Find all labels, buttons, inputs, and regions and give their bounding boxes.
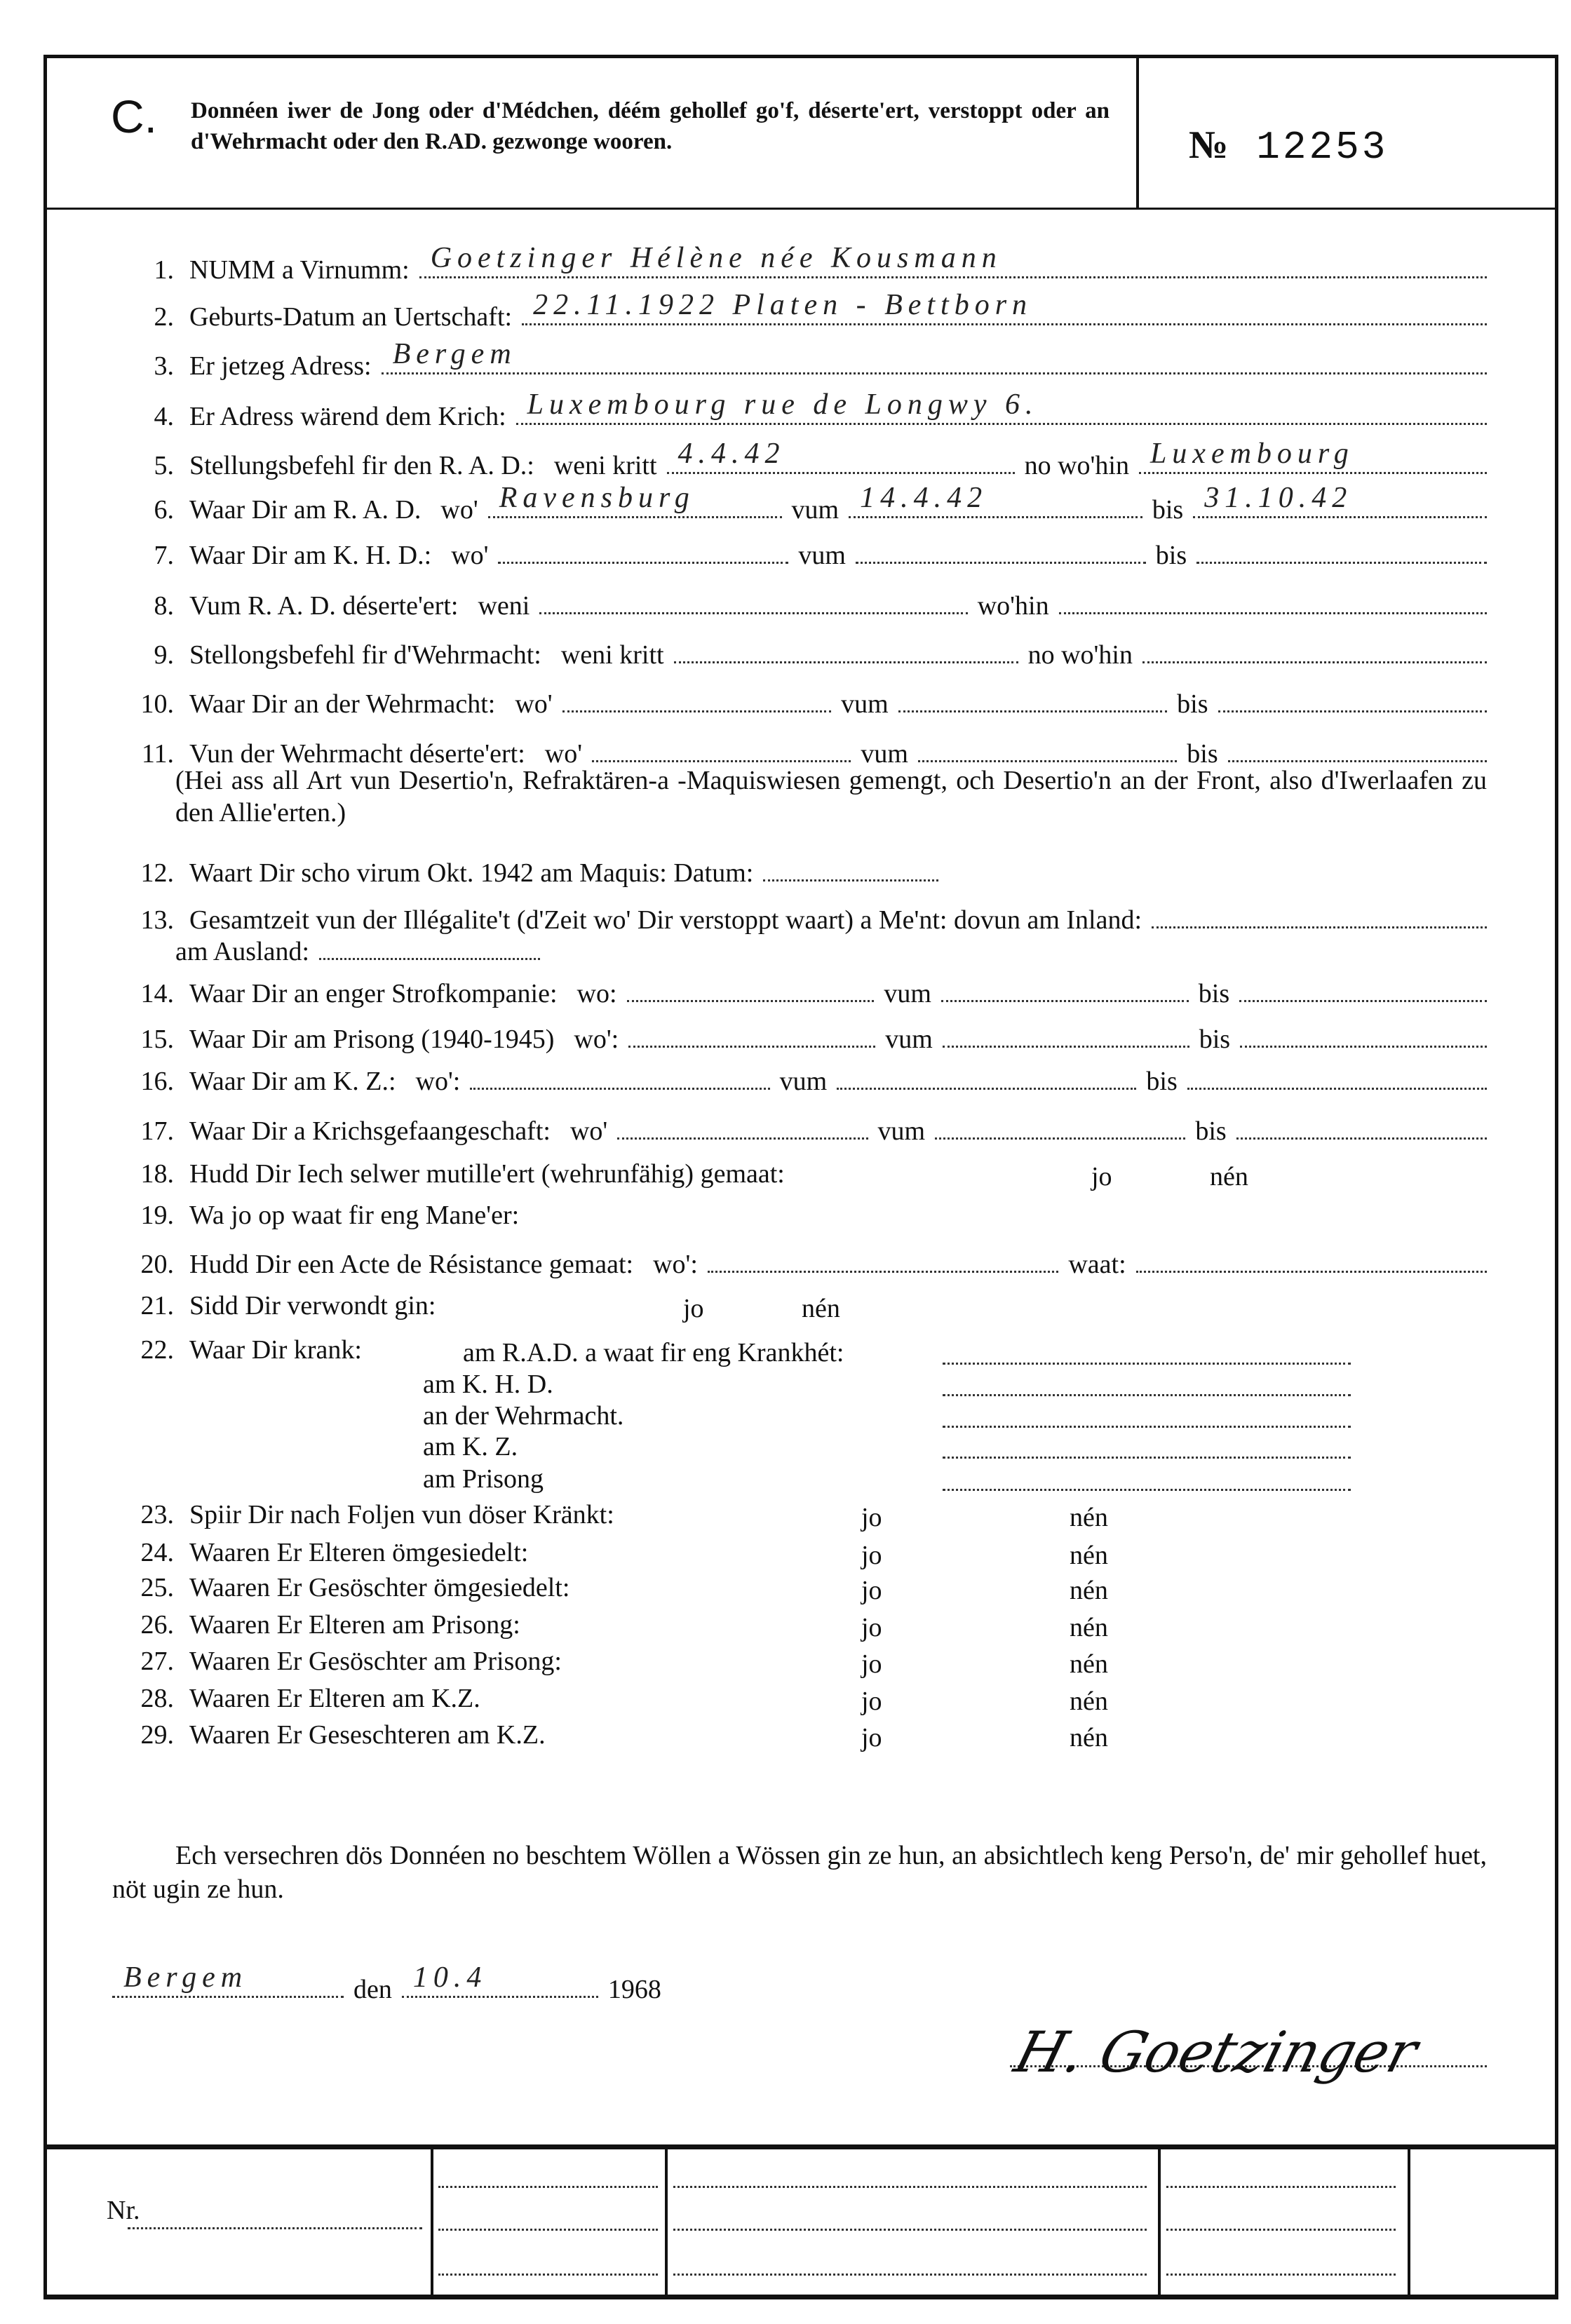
row-number: 4.	[154, 402, 174, 431]
row-number: 22.	[140, 1335, 174, 1365]
form-row	[112, 1112, 1487, 1147]
row-22-sublabel: an der Wehrmacht.	[423, 1401, 624, 1431]
footer-field[interactable]	[673, 2274, 1147, 2276]
year-label: 1968	[607, 1975, 661, 2004]
form-row	[112, 587, 1487, 622]
form-field[interactable]	[1136, 1245, 1487, 1273]
option-no[interactable]: nén	[1210, 1162, 1248, 1191]
row-22-sublabel: am K. Z.	[423, 1432, 518, 1461]
place-field[interactable]	[112, 1961, 344, 1998]
form-field[interactable]	[1196, 536, 1487, 564]
row-number: 10.	[140, 689, 174, 719]
form-field[interactable]	[763, 854, 938, 881]
place-value: Bergem	[123, 1961, 248, 1994]
form-row	[112, 1020, 1487, 1055]
field-label: bis	[1198, 979, 1230, 1008]
form-row	[112, 1609, 1487, 1644]
footer-field[interactable]	[673, 2229, 1147, 2231]
option-yes[interactable]: jo	[683, 1294, 704, 1323]
form-field[interactable]	[1228, 735, 1487, 762]
form-row	[112, 1200, 1487, 1235]
option-no[interactable]: nén	[1070, 1613, 1108, 1642]
row-number: 23.	[140, 1500, 174, 1529]
row-label: Waaren Er Elteren ömgesiedelt:	[189, 1538, 529, 1567]
row-label: Vun der Wehrmacht déserte'ert:	[189, 739, 525, 769]
form-field[interactable]	[627, 975, 875, 1002]
footer-col-divider	[665, 2149, 668, 2297]
form-field[interactable]	[674, 636, 1018, 663]
form-row	[112, 289, 1487, 333]
declaration-text: Ech versechren dös Donnéen no beschtem Wöllen a Wössen gin ze hun, an absichtlech keng Perso'n, de' mir gehollef huet, nöt ugin ze hun.	[112, 1841, 1487, 1904]
form-field[interactable]	[562, 685, 831, 712]
signature: H. Goetzinger	[1008, 2020, 1424, 2085]
option-yes[interactable]: jo	[861, 1576, 882, 1605]
field-value: Luxembourg	[1149, 438, 1354, 470]
row-22-sublabel: am R.A.D. a waat fir eng Krankhét:	[463, 1338, 844, 1367]
field-value: Goetzinger Hélène née Kousmann	[430, 242, 1002, 274]
option-no[interactable]: nén	[802, 1294, 840, 1323]
row-number: 1.	[154, 255, 174, 285]
field-label: wo':	[653, 1250, 698, 1279]
footer-field[interactable]	[1166, 2229, 1396, 2231]
row-label: Waaren Er Elteren am Prisong:	[189, 1610, 520, 1640]
row-number: 28.	[140, 1684, 174, 1713]
row-number: 9.	[154, 640, 174, 670]
form-row	[112, 1499, 1487, 1534]
form-row	[112, 1245, 1487, 1281]
option-no[interactable]: nén	[1070, 1723, 1108, 1752]
nr-field[interactable]	[128, 2227, 422, 2229]
option-no[interactable]: nén	[1070, 1503, 1108, 1532]
field-label: waat:	[1068, 1250, 1126, 1279]
form-row	[112, 636, 1487, 671]
form-field[interactable]	[419, 242, 1487, 278]
field-label: no wo'hin	[1027, 640, 1133, 670]
form-field[interactable]	[1239, 975, 1487, 1002]
field-label: wo'	[544, 739, 583, 769]
row-number: 15.	[140, 1025, 174, 1054]
row-number: 6.	[154, 495, 174, 525]
row-22-sublabel: am K. H. D.	[423, 1370, 553, 1399]
option-no[interactable]: nén	[1070, 1649, 1108, 1679]
field-label: bis	[1155, 541, 1187, 570]
row-label: Hudd Dir een Acte de Résistance gemaat:	[189, 1250, 634, 1279]
form-field[interactable]	[918, 735, 1177, 762]
row-number: 21.	[140, 1291, 174, 1320]
header-vertical-divider	[1136, 58, 1139, 208]
row-number: 14.	[140, 979, 174, 1008]
row-number: 17.	[140, 1116, 174, 1146]
row-11-note: (Hei ass all Art vun Desertio'n, Refraktären-a -Maquiswiesen gemengt, och Desertio'n an der Front, also d'Iwerlaafen zu den Allie'erten.)	[175, 766, 1487, 827]
row-number: 25.	[140, 1573, 174, 1602]
row-label: Waar Dir krank:	[189, 1335, 362, 1365]
row-label: Waaren Er Gesöschter am Prisong:	[189, 1647, 562, 1676]
date-field[interactable]	[402, 1961, 598, 1998]
field-label: vum	[841, 689, 889, 719]
row-label: Waart Dir scho virum Okt. 1942 am Maquis: Datum:	[189, 858, 754, 888]
row-13-abroad	[175, 933, 540, 968]
row-label: Waaren Er Elteren am K.Z.	[189, 1684, 480, 1713]
footer-field[interactable]	[438, 2186, 658, 2188]
option-no[interactable]: nén	[1070, 1541, 1108, 1570]
form-row	[112, 854, 1487, 889]
row-number: 8.	[154, 591, 174, 621]
field-value: Ravensburg	[499, 482, 695, 514]
field-label: wo':	[415, 1067, 461, 1096]
form-field[interactable]	[943, 1426, 1351, 1428]
row-number: 29.	[140, 1720, 174, 1750]
form-row	[112, 438, 1487, 482]
option-yes[interactable]: jo	[861, 1723, 882, 1752]
row-number: 19.	[140, 1201, 174, 1230]
option-yes[interactable]: jo	[861, 1541, 882, 1570]
form-row	[112, 1537, 1487, 1572]
field-label: vum	[885, 1025, 933, 1054]
row-label: Waar Dir an enger Strofkompanie:	[189, 979, 558, 1008]
form-field[interactable]	[943, 1394, 1351, 1396]
footer-col-divider	[1408, 2149, 1410, 2297]
field-label: bis	[1199, 1025, 1231, 1054]
form-field[interactable]	[1142, 636, 1487, 663]
number-value: 12253	[1256, 125, 1389, 170]
form-row	[112, 1683, 1487, 1718]
row-label: Waar Dir a Krichsgefaangeschaft:	[189, 1116, 551, 1146]
field-label: weni kritt	[560, 640, 664, 670]
row-number: 5.	[154, 451, 174, 480]
field-label: vum	[798, 541, 846, 570]
field-value: 31.10.42	[1204, 482, 1353, 514]
form-field[interactable]	[1059, 587, 1487, 614]
row-label: Vum R. A. D. déserte'ert:	[189, 591, 459, 621]
form-field[interactable]	[470, 1062, 769, 1090]
form-row	[112, 1720, 1487, 1755]
row-label: Spiir Dir nach Foljen vun döser Kränkt:	[189, 1500, 614, 1529]
field-label: wo:	[577, 979, 617, 1008]
field-label: weni kritt	[553, 451, 657, 480]
footer-field[interactable]	[1166, 2186, 1396, 2188]
form-field[interactable]	[592, 735, 851, 762]
row-number: 11.	[141, 739, 174, 769]
form-row	[112, 338, 1487, 382]
row-number: 7.	[154, 541, 174, 570]
form-number	[1189, 123, 1388, 170]
field-label: vum	[791, 495, 840, 525]
field-label: no wo'hin	[1024, 451, 1129, 480]
option-yes[interactable]: jo	[861, 1649, 882, 1679]
field-value: 14.4.42	[860, 482, 988, 514]
form-field[interactable]	[628, 1020, 875, 1048]
row-number: 16.	[140, 1067, 174, 1096]
row-number: 3.	[154, 351, 174, 381]
form-field[interactable]	[667, 438, 1015, 474]
field-value: Bergem	[392, 338, 517, 370]
field-label: bis	[1177, 689, 1208, 719]
form-row	[112, 536, 1487, 572]
row-label: Stellungsbefehl fir den R. A. D.:	[189, 451, 534, 480]
form-field[interactable]	[1240, 1020, 1487, 1048]
field-value: Luxembourg rue de Longwy 6.	[527, 389, 1039, 421]
form-field[interactable]	[837, 1062, 1136, 1090]
footer-field[interactable]	[438, 2274, 658, 2276]
row-number: 24.	[140, 1538, 174, 1567]
row-number: 26.	[140, 1610, 174, 1640]
option-no[interactable]: nén	[1070, 1687, 1108, 1716]
form-field[interactable]	[1218, 685, 1487, 712]
date-value: 10.4	[412, 1961, 487, 1994]
form-field[interactable]	[1187, 1062, 1487, 1090]
row-label: Er Adress wärend dem Krich:	[189, 402, 506, 431]
option-yes[interactable]: jo	[861, 1503, 882, 1532]
row-label: Wa jo op waat fir eng Mane'er:	[189, 1201, 520, 1230]
row-label: Er jetzeg Adress:	[189, 351, 372, 381]
row-number: 27.	[140, 1647, 174, 1676]
field-label: wo'	[451, 541, 489, 570]
header-divider	[43, 208, 1558, 210]
field-label: bis	[1195, 1116, 1227, 1146]
form-row	[112, 1646, 1487, 1681]
footer-top-rule	[43, 2144, 1558, 2149]
signing-line	[112, 1961, 743, 2006]
option-yes[interactable]: jo	[1091, 1162, 1112, 1191]
row-label: Hudd Dir Iech selwer mutille'ert (wehrunfähig) gemaat:	[189, 1159, 785, 1189]
row-label: NUMM a Virnumm:	[189, 255, 410, 285]
form-field[interactable]	[849, 482, 1142, 518]
form-title: Donnéen iwer de Jong oder d'Médchen, déém gehollef go'f, déserte'ert, verstoppt oder an d'Wehrmacht oder den R.AD. gezwonge wooren.	[191, 98, 1110, 154]
field-label: vum	[877, 1116, 926, 1146]
field-value: 4.4.42	[677, 438, 786, 470]
form-row	[112, 901, 1487, 936]
field-label: bis	[1187, 739, 1218, 769]
form-field[interactable]	[1152, 901, 1487, 928]
row-number: 18.	[140, 1159, 174, 1189]
row-label: Stellongsbefehl fir d'Wehrmacht:	[189, 640, 541, 670]
form-field[interactable]	[617, 1112, 868, 1140]
form-row	[112, 482, 1487, 526]
footer-col-divider	[1158, 2149, 1161, 2297]
den-label: den	[353, 1975, 392, 2004]
row-label: Waar Dir an der Wehrmacht:	[189, 689, 496, 719]
row-label: Gesamtzeit vun der Illégalite't (d'Zeit wo' Dir verstoppt waart) a Me'nt: dovun am Inland:	[189, 905, 1142, 935]
option-yes[interactable]: jo	[861, 1687, 882, 1716]
form-row	[112, 685, 1487, 720]
form-field[interactable]	[539, 587, 967, 614]
field-label: wo'	[569, 1116, 608, 1146]
row-number: 12.	[140, 858, 174, 888]
form-field[interactable]	[498, 536, 788, 564]
field-label: bis	[1152, 495, 1184, 525]
form-field[interactable]	[1193, 482, 1487, 518]
field-label: vum	[884, 979, 931, 1008]
form-field[interactable]	[898, 685, 1167, 712]
footer-col-divider	[431, 2149, 433, 2297]
nr-label: Nr.	[107, 2196, 140, 2225]
form-field[interactable]	[319, 933, 540, 960]
form-field[interactable]	[943, 1020, 1189, 1048]
field-label: wo':	[574, 1025, 619, 1054]
row-number: 2.	[154, 302, 174, 332]
form-row	[112, 242, 1487, 286]
form-field[interactable]	[708, 1245, 1058, 1273]
row-number: 20.	[140, 1250, 174, 1279]
form-field[interactable]	[1139, 438, 1487, 474]
form-field[interactable]	[943, 1457, 1351, 1459]
field-label: wo'	[515, 689, 553, 719]
row-label: Waar Dir am K. H. D.:	[189, 541, 432, 570]
row-label: Waaren Er Gesöschter ömgesiedelt:	[189, 1573, 570, 1602]
form-row	[112, 1290, 1487, 1325]
form-field[interactable]	[941, 975, 1189, 1002]
option-no[interactable]: nén	[1070, 1576, 1108, 1605]
field-label: vum	[861, 739, 908, 769]
form-field[interactable]	[488, 482, 782, 518]
footer-field[interactable]	[438, 2229, 658, 2231]
footer-bottom-rule	[43, 2295, 1558, 2299]
form-field[interactable]	[935, 1112, 1185, 1140]
form-field[interactable]	[943, 1489, 1351, 1491]
field-value: 22.11.1922 Platen - Bettborn	[533, 289, 1033, 321]
field-label: wo'hin	[977, 591, 1049, 621]
row-label: Waar Dir am K. Z.:	[189, 1067, 396, 1096]
row-label: Geburts-Datum an Uertschaft:	[189, 302, 513, 332]
section-letter: C.	[111, 90, 157, 142]
form-row	[112, 389, 1487, 433]
field-label: bis	[1146, 1067, 1178, 1096]
row-label: Waaren Er Geseschteren am K.Z.	[189, 1720, 546, 1750]
field-label: vum	[779, 1067, 828, 1096]
row-22-sublabel: am Prisong	[423, 1464, 544, 1494]
form-field[interactable]	[382, 338, 1487, 374]
field-label: wo'	[440, 495, 478, 525]
form-row	[112, 1158, 1487, 1194]
form-row	[112, 1572, 1487, 1607]
row-label: am Ausland:	[175, 937, 310, 966]
form-field[interactable]	[943, 1363, 1351, 1365]
form-row	[112, 1062, 1487, 1097]
form-field[interactable]	[1236, 1112, 1487, 1140]
form-row	[112, 975, 1487, 1010]
row-label: Waar Dir am Prisong (1940-1945)	[189, 1025, 555, 1054]
row-label: Waar Dir am R. A. D.	[189, 495, 422, 525]
number-sign: №	[1189, 123, 1229, 167]
form-field[interactable]	[856, 536, 1146, 564]
form-field[interactable]	[516, 389, 1487, 425]
field-label: weni	[478, 591, 530, 621]
option-yes[interactable]: jo	[861, 1613, 882, 1642]
row-label: Sidd Dir verwondt gin:	[189, 1291, 436, 1320]
footer-field[interactable]	[673, 2186, 1147, 2188]
footer-field[interactable]	[1166, 2274, 1396, 2276]
form-field[interactable]	[522, 289, 1487, 325]
row-number: 13.	[140, 905, 174, 935]
